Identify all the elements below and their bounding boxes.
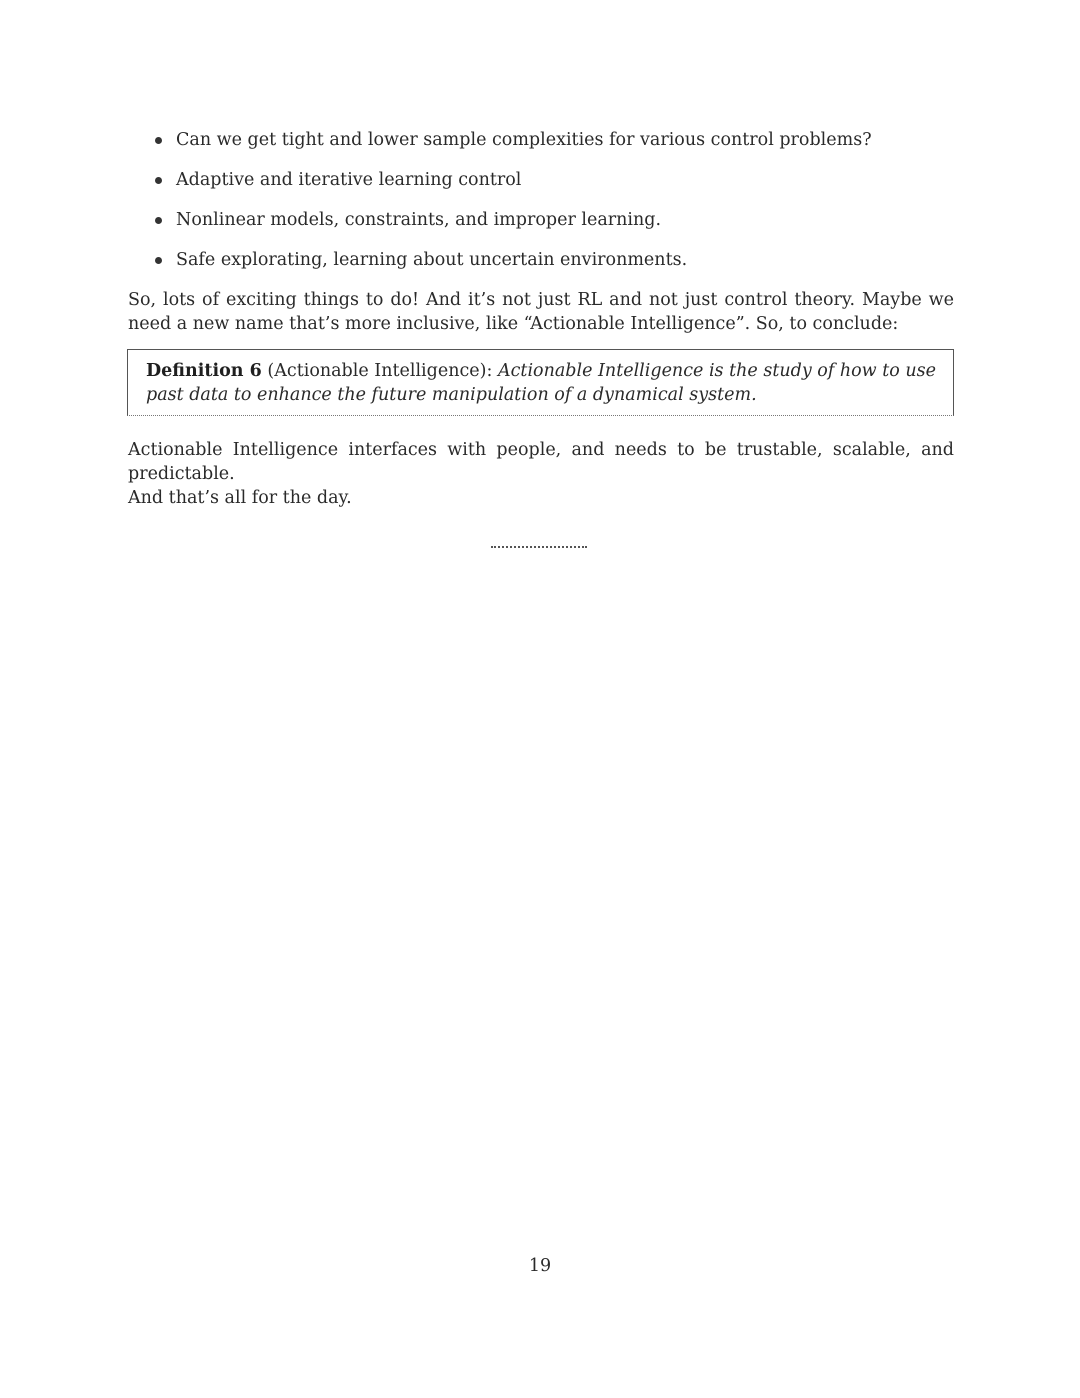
paragraph-conclusion-intro: So, lots of exciting things to do! And it’s not just RL and not just control theory. Maybe we need a new name that’s more inclusive, like “Actionable Intelligence”. So, to conclude: [128, 290, 954, 334]
definition-label: Definition 6 [146, 361, 262, 381]
bullet-icon [155, 177, 162, 184]
bullet-icon [155, 257, 162, 264]
section-divider [491, 546, 587, 548]
list-item [152, 246, 972, 274]
bullet-list [152, 126, 972, 286]
bullet-text: Safe explorating, learning about uncertain environments. [176, 250, 688, 270]
bullet-text: Nonlinear models, constraints, and improper learning. [176, 210, 662, 230]
definition-box [127, 349, 954, 416]
page-number: 19 [528, 1256, 552, 1276]
paragraph-interfaces: Actionable Intelligence interfaces with people, and needs to be trustable, scalable, and predictable. [128, 440, 954, 484]
list-item [152, 126, 972, 154]
bullet-icon [155, 217, 162, 224]
bullet-text: Adaptive and iterative learning control [176, 170, 522, 190]
bullet-text: Can we get tight and lower sample complexities for various control problems? [176, 130, 872, 150]
definition-title: (Actionable Intelligence): [267, 361, 493, 381]
list-item [152, 166, 972, 194]
list-item [152, 206, 972, 234]
paragraph-closing: And that’s all for the day. [128, 488, 352, 508]
definition-body: Actionable Intelligence is the study of how to use past data to enhance the future manipulation of a dynamical system. [146, 361, 936, 405]
bullet-icon [155, 137, 162, 144]
